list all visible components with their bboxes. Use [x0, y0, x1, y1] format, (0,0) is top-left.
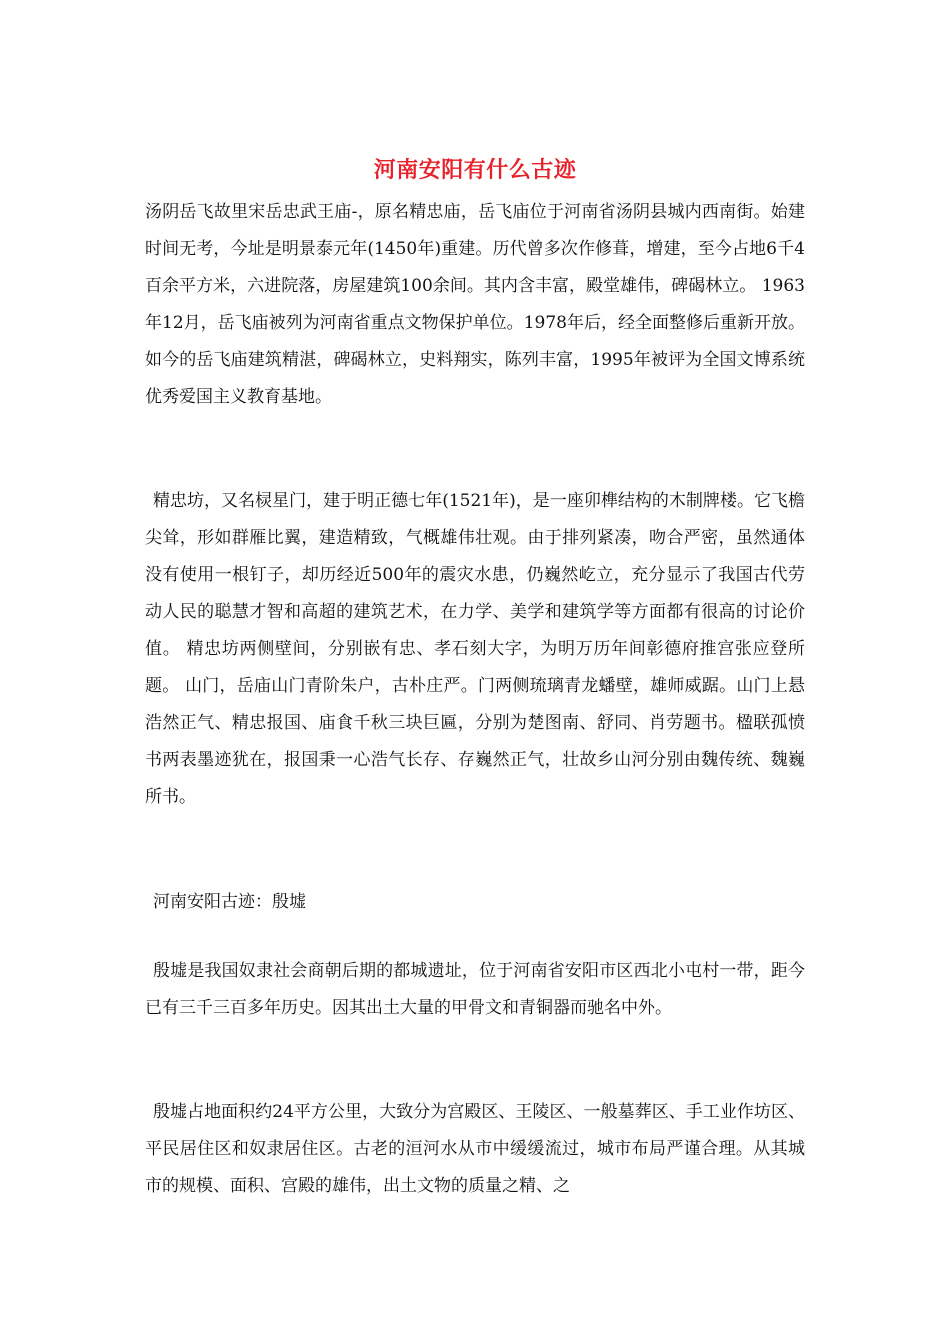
- paragraph-jingzhong-archway: 精忠坊，又名棂星门，建于明正德七年(1521年)，是一座卯榫结构的木制牌楼。它飞檐尖耸，形如群雁比翼，建造精致，气概雄伟壮观。由于排列紧凑，吻合严密，虽然通体没有使用一根钉子，却历经近500年的震灾水患，仍巍然屹立，充分显示了我国古代劳动人民的聪慧才智和高超的建筑艺术，在力学、美学和建筑学等方面都有很高的讨论价值。 精忠坊两侧壁间，分别嵌有忠、孝石刻大字，为明万历年间彰德府推宫张应登所题。 山门，岳庙山门青阶朱户，古朴庄严。门两侧琉璃青龙蟠壁，雄师威踞。山门上悬浩然正气、精忠报国、庙食千秋三块巨匾，分别为楚图南、舒同、肖劳题书。楹联孤愤书两表墨迹犹在，报国秉一心浩气长存、存巍然正气，壮故乡山河分别由魏传统、魏巍所书。: [145, 491, 805, 807]
- paragraph-yinxu-intro: 殷墟是我国奴隶社会商朝后期的都城遗址，位于河南省安阳市区西北小屯村一带，距今已有三千三百多年历史。因其出土大量的甲骨文和青铜器而驰名中外。: [145, 961, 805, 1018]
- section-heading-yinxu: 河南安阳古迹：殷墟: [153, 892, 306, 912]
- paragraph-yinxu-area: 殷墟占地面积约24平方公里，大致分为宫殿区、王陵区、一般墓葬区、手工业作坊区、平民居住区和奴隶居住区。古老的洹河水从市中缓缓流过，城市布局严谨合理。从其城市的规模、面积、宫殿的雄伟，出土文物的质量之精、之: [145, 1102, 805, 1196]
- document-title: 河南安阳有什么古迹: [373, 157, 577, 183]
- paragraph-yue-fei-temple: 汤阴岳飞故里宋岳忠武王庙-，原名精忠庙，岳飞庙位于河南省汤阴县城内西南街。始建时间无考，今址是明景泰元年(1450年)重建。历代曾多次作修葺，增建，至今占地6千4百余平方米，六进院落，房屋建筑100余间。其内含丰富，殿堂雄伟，碑碣林立。 1963年12月，岳飞庙被列为河南省重点文物保护单位。1978年后，经全面整修后重新开放。如今的岳飞庙建筑精湛，碑碣林立，史料翔实，陈列丰富，1995年被评为全国文博系统优秀爱国主义教育基地。: [145, 202, 805, 407]
